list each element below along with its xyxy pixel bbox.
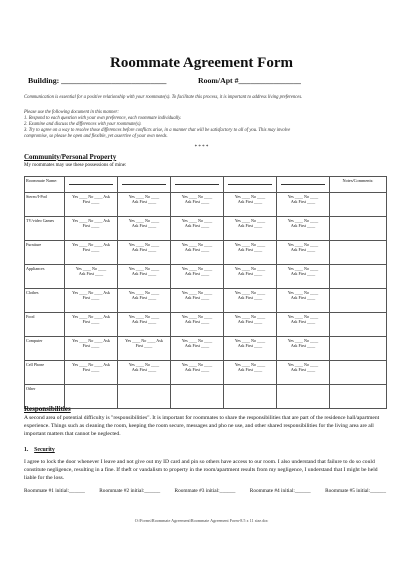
- ask-first-option[interactable]: First ____: [82, 295, 100, 301]
- permission-cell[interactable]: [171, 217, 224, 241]
- permission-cell[interactable]: [171, 193, 224, 217]
- permission-cell[interactable]: [224, 289, 277, 313]
- roommate-4-initial: Roommate #4 initial:______: [249, 488, 311, 494]
- yes-no-option[interactable]: Yes ____ No ____: [128, 218, 160, 223]
- yes-no-option[interactable]: Yes ____ No ____: [128, 290, 160, 295]
- permission-cell[interactable]: [65, 385, 118, 409]
- security-title: Security: [34, 447, 55, 453]
- ask-first-option[interactable]: Ask First ____: [290, 367, 316, 373]
- yes-no-option[interactable]: Yes ____ No ____ Ask: [72, 290, 110, 295]
- permission-cell[interactable]: [118, 193, 171, 217]
- item-label: Furniture: [25, 241, 65, 265]
- yes-no-option[interactable]: Yes ____ No ____ Ask: [72, 194, 110, 199]
- ask-first-option[interactable]: Ask First ____: [184, 247, 210, 253]
- instructions-lead: Please use the following document in this manner:: [24, 110, 119, 115]
- permission-cell[interactable]: [277, 361, 330, 385]
- table-row: [25, 193, 387, 217]
- permission-cell[interactable]: [118, 313, 171, 337]
- yes-no-option[interactable]: Yes ____ No ____ Ask: [72, 362, 110, 367]
- notes-cell[interactable]: [330, 385, 387, 409]
- room-apt-field: Room/Apt #________________: [198, 76, 301, 85]
- permission-cell[interactable]: [277, 313, 330, 337]
- roommate-name-cell[interactable]: [277, 177, 330, 193]
- permission-cell[interactable]: [224, 385, 277, 409]
- permission-cell[interactable]: [65, 265, 118, 289]
- ask-first-option[interactable]: Ask First ____: [290, 199, 316, 205]
- yes-no-option[interactable]: Yes ____ No ____: [181, 194, 213, 199]
- ask-first-option[interactable]: Ask First ____: [184, 199, 210, 205]
- yes-no-option[interactable]: Yes ____ No ____: [234, 338, 266, 343]
- security-text: I agree to lock the door whenever I leave and not give out my ID card and pin so others have access to our room. I also understand that failure to do so could constitute negligence, resulting in a fine. If theft or vandalism to property in the room/apartment results from my negligence, I understand that I might be held liable for the loss.: [24, 459, 378, 481]
- ask-first-option[interactable]: Ask First ____: [78, 271, 104, 277]
- yes-no-option[interactable]: Yes ____ No ____: [234, 242, 266, 247]
- yes-no-option[interactable]: Yes ____ No ____: [128, 194, 160, 199]
- yes-no-option[interactable]: Yes ____ No ____: [181, 314, 213, 319]
- yes-no-option[interactable]: Yes ____ No ____: [287, 194, 319, 199]
- permission-cell[interactable]: [277, 385, 330, 409]
- roommate-5-initial: Roommate #5 initial:______: [325, 488, 386, 494]
- permission-cell[interactable]: [171, 265, 224, 289]
- ask-first-option[interactable]: Ask First ____: [131, 295, 157, 301]
- file-path-footer: O:\Forms\Roommate Agreement\Roommate Agreement Form-8.5 x 11 size.doc: [134, 518, 269, 523]
- instruction-step: 1. Respond to each question with your own preference, each roommate individually.: [24, 116, 182, 121]
- permission-cell[interactable]: [118, 265, 171, 289]
- ask-first-option[interactable]: Ask First ____: [237, 271, 263, 277]
- instruction-steps: [24, 116, 384, 140]
- notes-cell[interactable]: [330, 217, 387, 241]
- building-field: Building: ___________________________: [28, 76, 167, 85]
- item-label: Other: [25, 385, 65, 409]
- ask-first-option[interactable]: Ask First ____: [131, 271, 157, 277]
- permission-cell[interactable]: [277, 193, 330, 217]
- ask-first-option[interactable]: First ____: [82, 247, 100, 253]
- permission-cell[interactable]: [171, 241, 224, 265]
- ask-first-option[interactable]: First ____: [82, 367, 100, 373]
- yes-no-option[interactable]: Yes ____ No ____: [287, 266, 319, 271]
- ask-first-option[interactable]: Ask First ____: [237, 295, 263, 301]
- yes-no-option[interactable]: Yes ____ No ____ Ask: [72, 338, 110, 343]
- permission-cell[interactable]: [224, 361, 277, 385]
- ask-first-option[interactable]: Ask First ____: [290, 223, 316, 229]
- permission-cell[interactable]: [224, 265, 277, 289]
- roommate-name-cell[interactable]: [65, 177, 118, 193]
- permission-cell[interactable]: [118, 337, 171, 361]
- yes-no-option[interactable]: Yes ____ No ____: [234, 362, 266, 367]
- divider-stars: * * * *: [194, 145, 209, 150]
- ask-first-option[interactable]: Ask First ____: [184, 367, 210, 373]
- permission-cell[interactable]: [65, 241, 118, 265]
- item-label: Food: [25, 313, 65, 337]
- ask-first-option[interactable]: First ____: [82, 343, 100, 349]
- permission-cell[interactable]: [277, 337, 330, 361]
- ask-first-option[interactable]: Ask First ____: [184, 295, 210, 301]
- ask-first-option[interactable]: Ask First ____: [131, 199, 157, 205]
- permission-cell[interactable]: [277, 265, 330, 289]
- yes-no-option[interactable]: Yes ____ No ____: [287, 290, 319, 295]
- yes-no-option[interactable]: Yes ____ No ____ Ask: [72, 218, 110, 223]
- table-row: [25, 289, 387, 313]
- yes-no-option[interactable]: Yes ____ No ____: [181, 266, 213, 271]
- permission-cell[interactable]: [65, 217, 118, 241]
- permission-cell[interactable]: [224, 337, 277, 361]
- yes-no-option[interactable]: Yes ____ No ____: [234, 266, 266, 271]
- initials-row: [24, 488, 386, 494]
- yes-no-option[interactable]: Yes ____ No ____: [287, 314, 319, 319]
- permission-cell[interactable]: [277, 289, 330, 313]
- permission-cell[interactable]: [65, 361, 118, 385]
- header-label: Notes/Comments:: [342, 178, 374, 183]
- responsibilities-heading: Responsibilities: [24, 405, 71, 413]
- ask-first-option[interactable]: Ask First ____: [131, 247, 157, 253]
- name-line[interactable]: [122, 179, 166, 185]
- yes-no-option[interactable]: Yes ____ No ____: [287, 362, 319, 367]
- permission-cell[interactable]: [171, 289, 224, 313]
- ask-first-option[interactable]: Ask First ____: [131, 223, 157, 229]
- roommate-name-cell[interactable]: [118, 177, 171, 193]
- notes-cell[interactable]: [330, 337, 387, 361]
- roommate-1-initial: Roommate #1 initial:______: [24, 488, 85, 494]
- yes-no-option[interactable]: Yes ____ No ____: [287, 242, 319, 247]
- table-row: [25, 361, 387, 385]
- table-row: [25, 217, 387, 241]
- ask-first-option[interactable]: Ask First ____: [184, 223, 210, 229]
- permission-cell[interactable]: [171, 313, 224, 337]
- name-line[interactable]: [69, 179, 113, 185]
- ask-first-option[interactable]: Ask First ____: [237, 247, 263, 253]
- notes-cell[interactable]: [330, 313, 387, 337]
- ask-first-option[interactable]: Ask First ____: [290, 343, 316, 349]
- ask-first-option[interactable]: First ____: [135, 343, 153, 349]
- yes-no-option[interactable]: Yes ____ No ____: [181, 218, 213, 223]
- roommate-3-initial: Roommate #3 initial:______: [174, 488, 236, 494]
- roommate-name-cell[interactable]: [171, 177, 224, 193]
- table-row: [25, 385, 387, 409]
- yes-no-option[interactable]: Yes ____ No ____: [287, 338, 319, 343]
- notes-cell[interactable]: [330, 193, 387, 217]
- permission-cell[interactable]: [277, 217, 330, 241]
- permission-cell[interactable]: [65, 313, 118, 337]
- item-label: Appliances: [25, 265, 65, 289]
- yes-no-option[interactable]: Yes ____ No ____: [181, 338, 213, 343]
- name-line[interactable]: [281, 179, 325, 185]
- permission-cell[interactable]: [171, 361, 224, 385]
- ask-first-option[interactable]: Ask First ____: [237, 319, 263, 325]
- intro-text: Communication is essential for a positive relationship with your roommate(s). To facilitate this process, it is important to address living preferences.: [24, 95, 303, 100]
- permission-cell[interactable]: [224, 193, 277, 217]
- permission-cell[interactable]: [65, 337, 118, 361]
- ask-first-option[interactable]: Ask First ____: [290, 319, 316, 325]
- table-header-row: [25, 177, 387, 193]
- yes-no-option[interactable]: Yes ____ No ____: [181, 290, 213, 295]
- yes-no-option[interactable]: Yes ____ No ____: [234, 194, 266, 199]
- instruction-step: compromise, so please be open and flexible, yet assertive of your own needs.: [24, 134, 168, 139]
- roommate-name-header: [25, 177, 65, 193]
- table-row: [25, 313, 387, 337]
- notes-cell[interactable]: [330, 241, 387, 265]
- yes-no-option[interactable]: Yes ____ No ____ Ask: [125, 338, 163, 343]
- table-row: [25, 337, 387, 361]
- ask-first-option[interactable]: Ask First ____: [131, 367, 157, 373]
- yes-no-option[interactable]: Yes ____ No ____: [128, 242, 160, 247]
- yes-no-option[interactable]: Yes ____ No ____: [234, 290, 266, 295]
- notes-cell[interactable]: [330, 289, 387, 313]
- yes-no-option[interactable]: Yes ____ No ____: [75, 266, 107, 271]
- permission-cell[interactable]: [277, 241, 330, 265]
- item-label: Computer: [25, 337, 65, 361]
- instruction-step: 2. Examine and discuss the differences with your roommate(s).: [24, 122, 142, 127]
- ask-first-option[interactable]: Ask First ____: [184, 271, 210, 277]
- security-heading: [24, 447, 55, 453]
- name-line[interactable]: [228, 179, 272, 185]
- item-label: Stereo/I-Pod: [25, 193, 65, 217]
- ask-first-option[interactable]: Ask First ____: [290, 247, 316, 253]
- ask-first-option[interactable]: Ask First ____: [290, 295, 316, 301]
- yes-no-option[interactable]: Yes ____ No ____: [128, 266, 160, 271]
- ask-first-option[interactable]: Ask First ____: [237, 367, 263, 373]
- ask-first-option[interactable]: Ask First ____: [237, 343, 263, 349]
- notes-header: [330, 177, 387, 193]
- instruction-step: 3. Try to agree on a way to resolve those differences before conflicts arise, in a manner that will be satisfactory to all of you. This may involve: [24, 128, 291, 133]
- ask-first-option[interactable]: First ____: [82, 223, 100, 229]
- permission-cell[interactable]: [224, 241, 277, 265]
- name-line[interactable]: [175, 179, 219, 185]
- ask-first-option[interactable]: First ____: [82, 199, 100, 205]
- ask-first-option[interactable]: Ask First ____: [237, 199, 263, 205]
- yes-no-option[interactable]: Yes ____ No ____: [128, 362, 160, 367]
- permission-cell[interactable]: [65, 193, 118, 217]
- permission-cell[interactable]: [118, 217, 171, 241]
- permission-cell[interactable]: [118, 361, 171, 385]
- yes-no-option[interactable]: Yes ____ No ____: [234, 314, 266, 319]
- roommate-2-initial: Roommate #2 initial:______: [99, 488, 161, 494]
- yes-no-option[interactable]: Yes ____ No ____: [181, 242, 213, 247]
- ask-first-option[interactable]: Ask First ____: [290, 271, 316, 277]
- yes-no-option[interactable]: Yes ____ No ____: [181, 362, 213, 367]
- permission-cell[interactable]: [65, 289, 118, 313]
- section-subtitle: My roommates may use these possessions of mine:: [24, 163, 127, 168]
- notes-cell[interactable]: [330, 361, 387, 385]
- yes-no-option[interactable]: Yes ____ No ____: [234, 218, 266, 223]
- item-label: Clothes: [25, 289, 65, 313]
- yes-no-option[interactable]: Yes ____ No ____ Ask: [72, 242, 110, 247]
- permission-cell[interactable]: [118, 241, 171, 265]
- yes-no-option[interactable]: Yes ____ No ____: [287, 218, 319, 223]
- ask-first-option[interactable]: First ____: [82, 319, 100, 325]
- property-table: [24, 176, 387, 409]
- item-label: TV/video Games: [25, 217, 65, 241]
- table-row: [25, 265, 387, 289]
- item-label: Cell Phone: [25, 361, 65, 385]
- permission-cell[interactable]: [224, 217, 277, 241]
- page-title: Roommate Agreement Form: [110, 55, 293, 71]
- ask-first-option[interactable]: Ask First ____: [131, 319, 157, 325]
- permission-cell[interactable]: [171, 337, 224, 361]
- permission-cell[interactable]: [118, 385, 171, 409]
- security-number: 1.: [24, 447, 29, 453]
- notes-cell[interactable]: [330, 265, 387, 289]
- ask-first-option[interactable]: Ask First ____: [237, 223, 263, 229]
- permission-cell[interactable]: [171, 385, 224, 409]
- section-heading-property: Community/Personal Property: [24, 153, 117, 161]
- ask-first-option[interactable]: Ask First ____: [184, 343, 210, 349]
- ask-first-option[interactable]: Ask First ____: [184, 319, 210, 325]
- yes-no-option[interactable]: Yes ____ No ____: [128, 314, 160, 319]
- responsibilities-text: A second area of potential difficulty is "responsibilities". It is important for roommates to share the responsibilities that are part of the residence hall/apartment experience. Things such as cleaning the room, keeping the room secure, messages and pho ne use, and other shared responsibilities for the living area are all important matters that cannot be neglected.: [24, 415, 380, 437]
- roommate-name-cell[interactable]: [224, 177, 277, 193]
- permission-cell[interactable]: [118, 289, 171, 313]
- header-label: Roommate Name:: [26, 178, 58, 183]
- table-row: [25, 241, 387, 265]
- yes-no-option[interactable]: Yes ____ No ____ Ask: [72, 314, 110, 319]
- permission-cell[interactable]: [224, 313, 277, 337]
